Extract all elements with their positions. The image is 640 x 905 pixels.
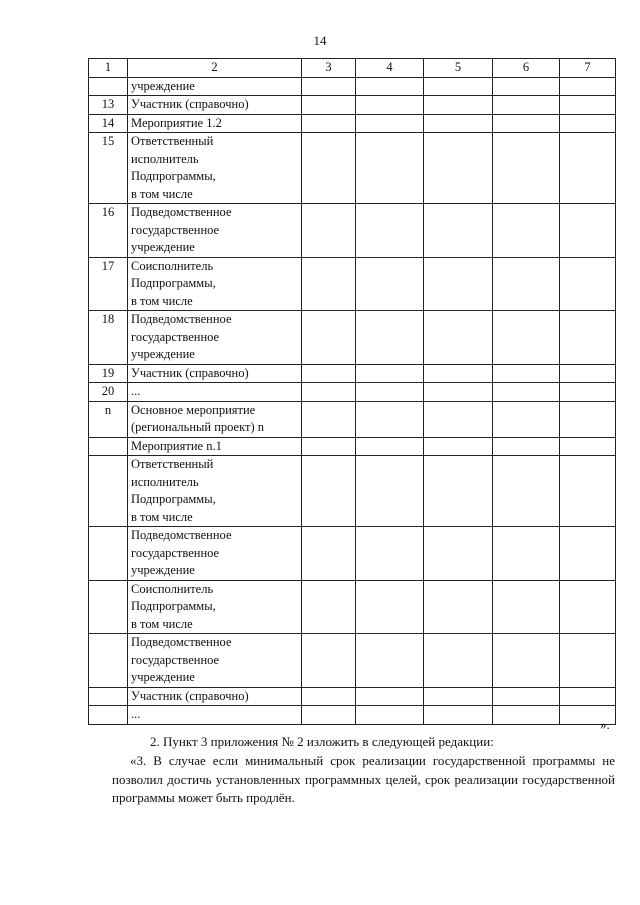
row-name-cell: ... bbox=[128, 706, 302, 725]
row-number-cell bbox=[89, 634, 128, 688]
empty-value-cell bbox=[493, 311, 560, 365]
empty-value-cell bbox=[560, 383, 616, 402]
row-number-cell: 20 bbox=[89, 383, 128, 402]
empty-value-cell bbox=[356, 96, 424, 115]
empty-value-cell bbox=[424, 456, 493, 527]
table-row bbox=[89, 383, 616, 402]
header-cell: 2 bbox=[128, 59, 302, 78]
empty-value-cell bbox=[302, 96, 356, 115]
empty-value-cell bbox=[424, 527, 493, 581]
empty-value-cell bbox=[302, 706, 356, 725]
empty-value-cell bbox=[560, 114, 616, 133]
row-name-cell: Соисполнитель Подпрограммы, в том числе bbox=[128, 580, 302, 634]
empty-value-cell bbox=[560, 687, 616, 706]
table-row bbox=[89, 77, 616, 96]
row-number-cell bbox=[89, 437, 128, 456]
empty-value-cell bbox=[560, 204, 616, 258]
header-cell: 6 bbox=[493, 59, 560, 78]
page-number: 14 bbox=[313, 33, 327, 48]
empty-value-cell bbox=[356, 133, 424, 204]
table-row bbox=[89, 364, 616, 383]
empty-value-cell bbox=[424, 114, 493, 133]
row-name-cell: Участник (справочно) bbox=[128, 364, 302, 383]
row-name-cell: Основное мероприятие (региональный проект) n bbox=[128, 401, 302, 437]
table-row bbox=[89, 401, 616, 437]
empty-value-cell bbox=[493, 527, 560, 581]
row-name-cell: Подведомственное государственное учреждение bbox=[128, 527, 302, 581]
table-row bbox=[89, 527, 616, 581]
empty-value-cell bbox=[424, 77, 493, 96]
empty-value-cell bbox=[424, 204, 493, 258]
empty-value-cell bbox=[356, 687, 424, 706]
row-number-cell: 17 bbox=[89, 257, 128, 311]
row-number-cell bbox=[89, 456, 128, 527]
empty-value-cell bbox=[302, 580, 356, 634]
row-name-cell: Мероприятие n.1 bbox=[128, 437, 302, 456]
empty-value-cell bbox=[560, 364, 616, 383]
empty-value-cell bbox=[302, 383, 356, 402]
empty-value-cell bbox=[424, 311, 493, 365]
amendment-paragraph: 2. Пункт 3 приложения № 2 изложить в следующей редакции: bbox=[150, 734, 494, 749]
empty-value-cell bbox=[356, 204, 424, 258]
header-cell: 3 bbox=[302, 59, 356, 78]
row-number-cell bbox=[89, 77, 128, 96]
closing-quote: ». bbox=[600, 717, 610, 732]
table-row bbox=[89, 257, 616, 311]
row-number-cell bbox=[89, 527, 128, 581]
empty-value-cell bbox=[302, 437, 356, 456]
table-row bbox=[89, 687, 616, 706]
empty-value-cell bbox=[493, 257, 560, 311]
empty-value-cell bbox=[560, 437, 616, 456]
row-name-cell: Ответственный исполнитель Подпрограммы, в том числе bbox=[128, 133, 302, 204]
empty-value-cell bbox=[424, 580, 493, 634]
empty-value-cell bbox=[356, 383, 424, 402]
empty-value-cell bbox=[560, 634, 616, 688]
empty-value-cell bbox=[302, 257, 356, 311]
row-number-cell: 18 bbox=[89, 311, 128, 365]
empty-value-cell bbox=[560, 580, 616, 634]
table-row bbox=[89, 437, 616, 456]
table-row bbox=[89, 634, 616, 688]
table-row bbox=[89, 114, 616, 133]
header-cell: 1 bbox=[89, 59, 128, 78]
row-number-cell: 16 bbox=[89, 204, 128, 258]
row-number-cell bbox=[89, 687, 128, 706]
row-name-cell: ... bbox=[128, 383, 302, 402]
empty-value-cell bbox=[356, 456, 424, 527]
empty-value-cell bbox=[424, 401, 493, 437]
empty-value-cell bbox=[424, 634, 493, 688]
empty-value-cell bbox=[560, 401, 616, 437]
table-row bbox=[89, 96, 616, 115]
empty-value-cell bbox=[356, 437, 424, 456]
row-name-cell: учреждение bbox=[128, 77, 302, 96]
amendment-text: «3. В случае если минимальный срок реализации государственной программы не позволил достичь установленных программных целей, срок реализации государственной программы может быть продлён. bbox=[112, 753, 615, 805]
row-name-cell: Участник (справочно) bbox=[128, 96, 302, 115]
header-cell: 7 bbox=[560, 59, 616, 78]
table-row bbox=[89, 204, 616, 258]
empty-value-cell bbox=[493, 133, 560, 204]
empty-value-cell bbox=[356, 311, 424, 365]
table-row bbox=[89, 456, 616, 527]
empty-value-cell bbox=[302, 311, 356, 365]
empty-value-cell bbox=[493, 204, 560, 258]
row-name-cell: Соисполнитель Подпрограммы, в том числе bbox=[128, 257, 302, 311]
empty-value-cell bbox=[302, 364, 356, 383]
table-row bbox=[89, 706, 616, 725]
empty-value-cell bbox=[424, 383, 493, 402]
empty-value-cell bbox=[493, 96, 560, 115]
empty-value-cell bbox=[302, 133, 356, 204]
empty-value-cell bbox=[356, 527, 424, 581]
row-name-cell: Подведомственное государственное учреждение bbox=[128, 204, 302, 258]
empty-value-cell bbox=[424, 687, 493, 706]
empty-value-cell bbox=[356, 580, 424, 634]
empty-value-cell bbox=[424, 364, 493, 383]
empty-value-cell bbox=[424, 706, 493, 725]
table-row bbox=[89, 311, 616, 365]
row-number-cell: 19 bbox=[89, 364, 128, 383]
empty-value-cell bbox=[356, 706, 424, 725]
empty-value-cell bbox=[560, 311, 616, 365]
empty-value-cell bbox=[424, 96, 493, 115]
empty-value-cell bbox=[302, 77, 356, 96]
empty-value-cell bbox=[560, 77, 616, 96]
row-number-cell: 14 bbox=[89, 114, 128, 133]
empty-value-cell bbox=[302, 456, 356, 527]
empty-value-cell bbox=[302, 527, 356, 581]
empty-value-cell bbox=[424, 437, 493, 456]
table-header-row bbox=[89, 59, 616, 78]
empty-value-cell bbox=[302, 204, 356, 258]
empty-value-cell bbox=[493, 364, 560, 383]
row-name-cell: Подведомственное государственное учреждение bbox=[128, 311, 302, 365]
row-name-cell: Ответственный исполнитель Подпрограммы, в том числе bbox=[128, 456, 302, 527]
empty-value-cell bbox=[493, 77, 560, 96]
program-table bbox=[88, 58, 616, 725]
row-number-cell: 15 bbox=[89, 133, 128, 204]
empty-value-cell bbox=[493, 580, 560, 634]
empty-value-cell bbox=[493, 687, 560, 706]
empty-value-cell bbox=[424, 257, 493, 311]
empty-value-cell bbox=[493, 114, 560, 133]
empty-value-cell bbox=[493, 401, 560, 437]
empty-value-cell bbox=[356, 364, 424, 383]
empty-value-cell bbox=[493, 456, 560, 527]
empty-value-cell bbox=[356, 634, 424, 688]
empty-value-cell bbox=[560, 456, 616, 527]
empty-value-cell bbox=[560, 257, 616, 311]
empty-value-cell bbox=[302, 114, 356, 133]
empty-value-cell bbox=[424, 133, 493, 204]
table-row bbox=[89, 133, 616, 204]
empty-value-cell bbox=[493, 634, 560, 688]
table-row bbox=[89, 580, 616, 634]
empty-value-cell bbox=[560, 527, 616, 581]
empty-value-cell bbox=[302, 687, 356, 706]
row-number-cell: 13 bbox=[89, 96, 128, 115]
empty-value-cell bbox=[493, 383, 560, 402]
row-number-cell: n bbox=[89, 401, 128, 437]
header-cell: 4 bbox=[356, 59, 424, 78]
row-number-cell bbox=[89, 706, 128, 725]
empty-value-cell bbox=[356, 114, 424, 133]
empty-value-cell bbox=[302, 634, 356, 688]
empty-value-cell bbox=[356, 77, 424, 96]
row-number-cell bbox=[89, 580, 128, 634]
row-name-cell: Участник (справочно) bbox=[128, 687, 302, 706]
row-name-cell: Мероприятие 1.2 bbox=[128, 114, 302, 133]
empty-value-cell bbox=[560, 96, 616, 115]
empty-value-cell bbox=[356, 401, 424, 437]
empty-value-cell bbox=[302, 401, 356, 437]
empty-value-cell bbox=[356, 257, 424, 311]
row-name-cell: Подведомственное государственное учреждение bbox=[128, 634, 302, 688]
empty-value-cell bbox=[493, 437, 560, 456]
empty-value-cell bbox=[560, 133, 616, 204]
empty-value-cell bbox=[493, 706, 560, 725]
header-cell: 5 bbox=[424, 59, 493, 78]
